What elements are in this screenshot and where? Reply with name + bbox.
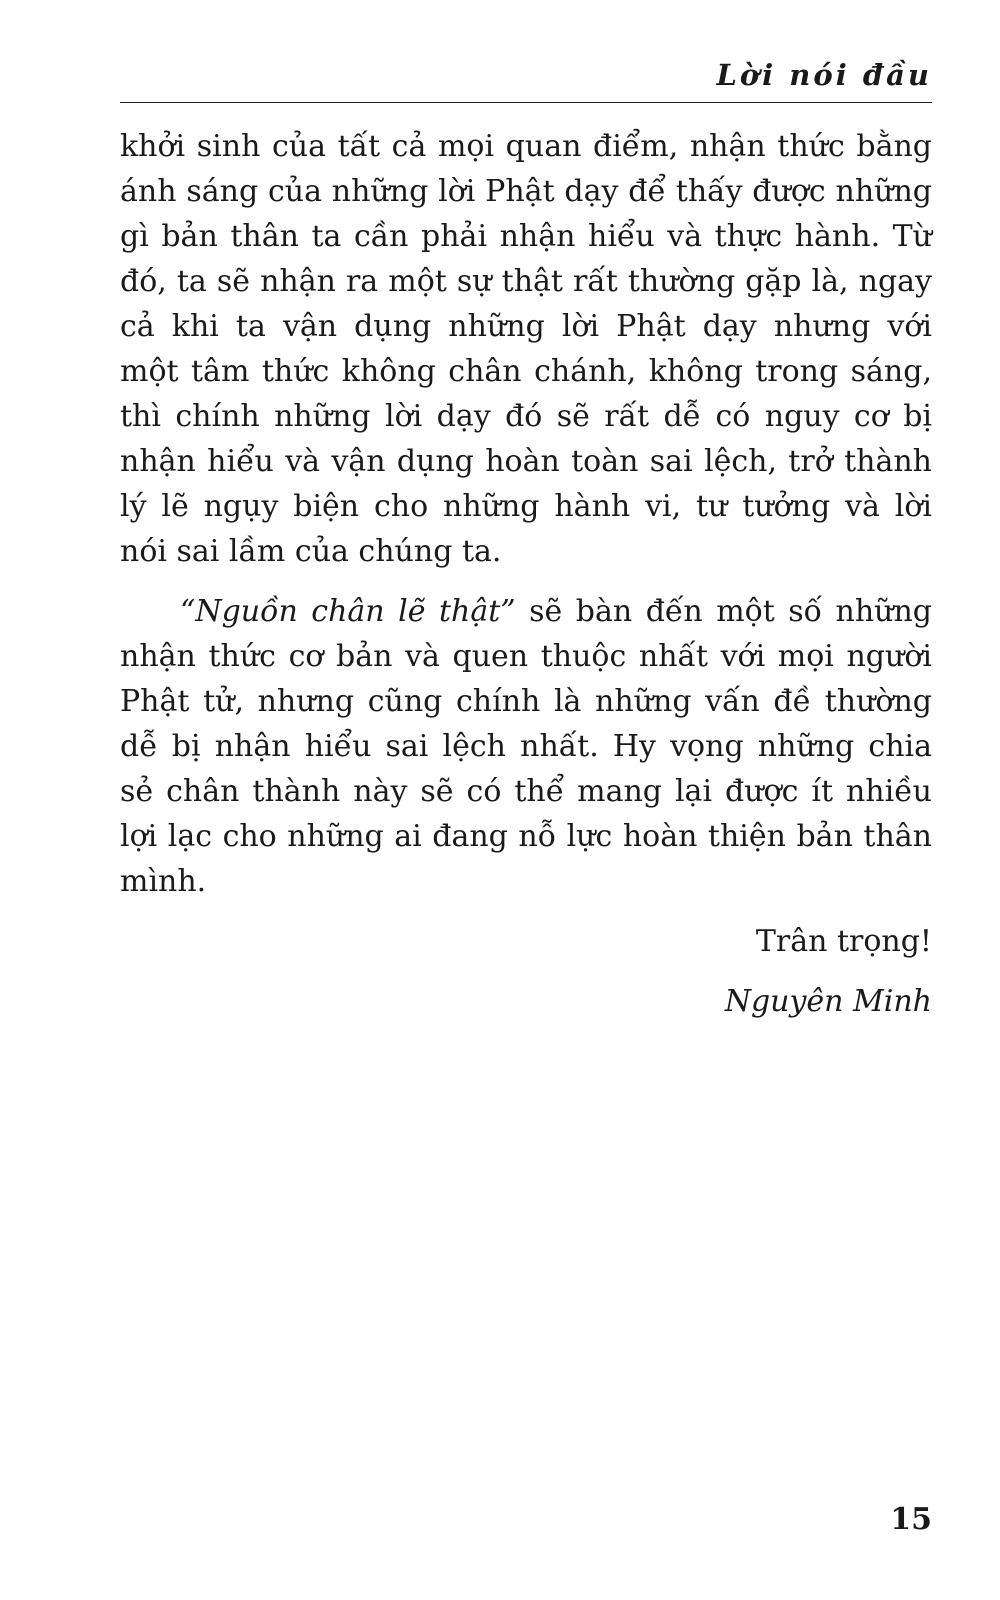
paragraph-2-line: nhận thức cơ bản và quen thuộc nhất với mọi người	[120, 639, 932, 674]
paragraph-1-line: đó, ta sẽ nhận ra một sự thật rất thường gặp là, ngay	[120, 264, 932, 299]
paragraph-2-first-line	[120, 589, 932, 634]
paragraph-2-line: dễ bị nhận hiểu sai lệch nhất. Hy vọng những chia	[120, 729, 932, 764]
paragraph-1	[120, 124, 932, 574]
paragraph-1-line: cả khi ta vận dụng những lời Phật dạy nhưng với	[120, 309, 932, 344]
paragraph-1-line: nói sai lầm của chúng ta.	[120, 534, 502, 569]
author-signature: Nguyên Minh	[724, 984, 932, 1019]
paragraph-1-line: khởi sinh của tất cả mọi quan điểm, nhận thức bằng	[120, 129, 932, 164]
paragraph-1-line: ánh sáng của những lời Phật dạy để thấy được những	[120, 174, 932, 209]
paragraph-gap	[120, 574, 932, 589]
paragraph-2-line: lợi lạc cho những ai đang nỗ lực hoàn thiện bản thân	[120, 819, 932, 854]
closing-salutation: Trân trọng!	[755, 924, 932, 959]
paragraph-1-line: nhận hiểu và vận dụng hoàn toàn sai lệch, trở thành	[120, 444, 932, 479]
paragraph-1-line: thì chính những lời dạy đó sẽ rất dễ có nguy cơ bị	[120, 399, 932, 434]
paragraph-2-first-line-rest: sẽ bàn đến một số những	[515, 594, 932, 629]
book-title-reference: “Nguồn chân lẽ thật”	[180, 594, 516, 629]
paragraph-2-line: sẻ chân thành này sẽ có thể mang lại được ít nhiều	[120, 774, 932, 809]
running-title: Lời nói đầu	[716, 58, 932, 92]
paragraph-2-line: Phật tử, nhưng cũng chính là những vấn đề thường	[120, 684, 932, 719]
body-text	[120, 124, 932, 1024]
page-number: 15	[890, 1502, 932, 1537]
paragraph-1-line: lý lẽ ngụy biện cho những hành vi, tư tưởng và lời	[120, 489, 932, 524]
paragraph-1-line: một tâm thức không chân chánh, không trong sáng,	[120, 354, 932, 389]
running-header	[120, 56, 932, 103]
paragraph-2-line: mình.	[120, 864, 207, 899]
paragraph-2	[120, 589, 932, 904]
paragraph-1-line: gì bản thân ta cần phải nhận hiểu và thực hành. Từ	[120, 219, 932, 254]
